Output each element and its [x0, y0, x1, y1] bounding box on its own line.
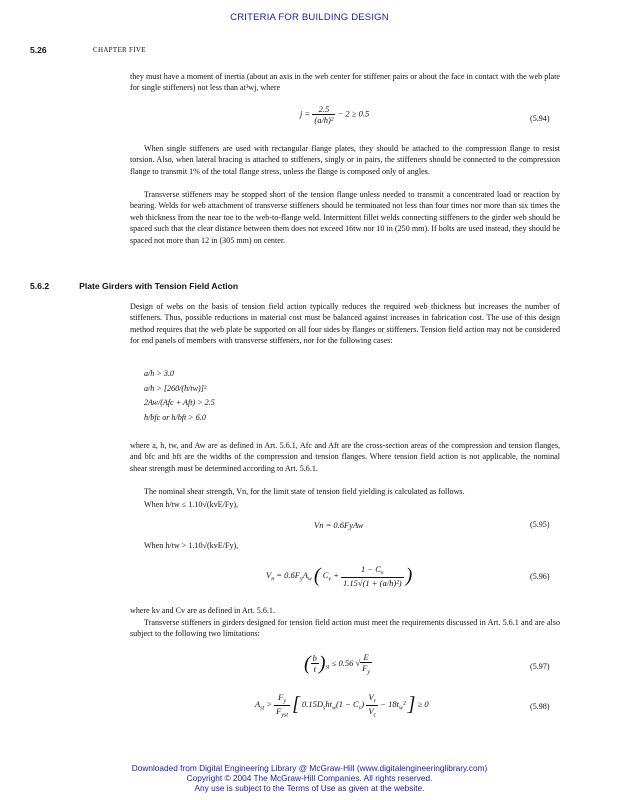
paragraph-single-stiffeners: When single stiffeners are used with rectangular flange plates, they should be attached to the compression flange to resist torsion. Also, when lateral bracing is attached to stiffeners, singly or in pairs, the stiffeners should be connected to the compression flange to transmit 1% of the total flange stress, unless the flange is composed only of angles. [130, 144, 560, 176]
paragraph-transverse-stiffeners: Transverse stiffeners may be stopped short of the tension flange unless needed to transmit a concentrated load or reaction by bearing. Welds for web attachment of transverse stiffeners should be terminated not less than four times nor more than six times the web thickness from the near toe to the web-to-flange weld. Intermittent fillet welds connecting stiffeners to the girder web should be spaced such that the clear distance between them does not exceed 16tw nor 10 in (250 mm). If bolts are used instead, they should be spaced not more than 12 in (305 mm) on center. [130, 190, 560, 245]
paragraph-definitions: where a, h, tw, and Aw are as defined in Art. 5.6.1, Afc and Aft are the cross-section areas of the compression and tension flanges, and bfc and bft are the widths of the compression and tension flanges. Where tension field action is not applicable, the nominal shear strength must be determined according to Art. 5.6.1. [130, 441, 560, 473]
equation-5-94: j = $\frac{2.5}{\text{(a/h)²}}$ − 2 ≥ 0.5 [300, 104, 370, 125]
paragraph-kv-cv-definition: where kv and Cv are as defined in Art. 5.6.1. [130, 606, 275, 615]
section-number: 5.6.2 [30, 281, 50, 291]
equation-5-95: Vn = 0.6FyAw [314, 520, 364, 530]
condition-when-2: When h/tw > 1.10√(kvE/Fy), [144, 541, 239, 550]
paragraph-transverse-limitations: Transverse stiffeners in girders designed for tension field action must meet the requirements discussed in Art. 5.6.1 and are also subject to the following two limitations: [130, 618, 560, 639]
condition-item: h/bfc or h/bft > 6.0 [144, 413, 206, 423]
footer-download-link[interactable]: Downloaded from Digital Engineering Library @ McGraw-Hill (www.digitalengineeringlibrary.com) [131, 763, 488, 773]
condition-item: 2Aw/(Afc + Aft) > 2.5 [144, 398, 215, 408]
page-number: 5.26 [30, 45, 47, 55]
condition-item: a/h > 3.0 [144, 369, 174, 378]
section-title: Plate Girders with Tension Field Action [79, 281, 239, 291]
paragraph-moment-of-inertia: they must have a moment of inertia (about an axis in the web center for stiffener pairs or about the face in contact with the web plate for single stiffeners) not less than at³wj, where [130, 72, 560, 93]
condition-list [144, 367, 215, 426]
footer [0, 763, 619, 794]
footer-copyright-link[interactable]: Copyright © 2004 The McGraw-Hill Companies. All rights reserved. [186, 773, 433, 784]
page-header-link[interactable]: CRITERIA FOR BUILDING DESIGN [230, 12, 389, 23]
equation-number-5-97: (5.97) [530, 662, 550, 671]
equation-number-5-98: (5.98) [530, 702, 550, 711]
footer-terms-link[interactable]: Any use is subject to the Terms of Use as given at the website. [194, 783, 425, 794]
equation-number-5-96: (5.96) [530, 572, 550, 581]
condition-item: a/h > [260/(h/tw)]² [144, 383, 207, 393]
paragraph-nominal-shear: The nominal shear strength, Vn, for the limit state of tension field yielding is calculated as follows. [144, 487, 465, 496]
chapter-title: CHAPTER FIVE [93, 46, 146, 54]
condition-when-1: When h/tw ≤ 1.10√(kvE/Fy), [144, 500, 239, 509]
equation-5-97: ( $\frac{b}{t}$ )$_{st} \le 0.56$ √ $\frac{E}{F_y}$ [304, 652, 370, 676]
section-heading [30, 281, 238, 291]
equation-number-5-95: (5.95) [530, 520, 550, 529]
equation-number-5-94: (5.94) [530, 114, 550, 123]
paragraph-tension-field-design: Design of webs on the basis of tension field action typically reduces the required web thickness but increases the number of stiffeners. Thus, possible reductions in material cost must be balanced against increases in fabrication cost. The use of this design method requires that the web plate be supported on all four sides by flanges or stiffeners. Tension field action may not be considered for end panels of members with transverse stiffeners, nor for the following cases: [130, 302, 560, 346]
equation-5-98: $A_{st}$ > $\frac{F_y}{F_{yst}}$ [ $0.15D_sht_w(1 - C_v)$ $\frac{V_r}{V_c}$ − $18t_w^2$ ] ≥ 0 [255, 692, 429, 719]
equation-5-96: $V_n = 0.6F_yA_w$ ( $C_v$ + $\frac{1 - C_v}{\text{1.15√(1 + (a/h)²)}}$ ) [266, 564, 413, 588]
